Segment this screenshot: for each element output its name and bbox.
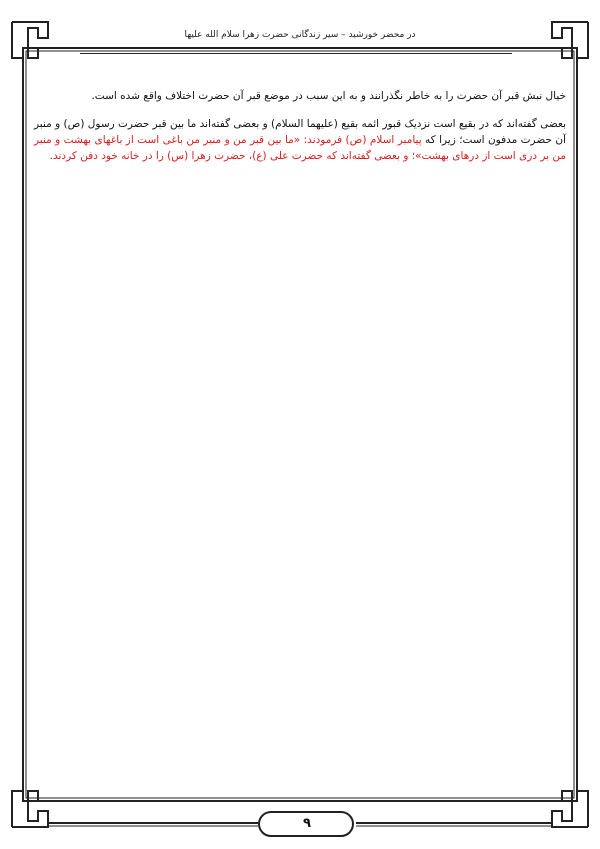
corner-ornament-bottom-right — [552, 791, 588, 827]
hadith-quote: پیامبر اسلام (ص) فرمودند: «ما بین قبر من و منبر من باغی است از باغهای بهشت و منبر من بر دری است از درهای بهشت»؛ و بعضی گفته‌اند که حضرت علی (ع)، حضرت زهرا (س) را در خانه خود دفن کردند. — [34, 134, 566, 162]
running-header: در محضر خورشید – سیر زندگانی حضرت زهرا سلام الله علیها — [184, 30, 416, 40]
paragraph-1: خیال نبش قبر آن حضرت را به خاطر نگذرانند و به این سبب در موضع قبر آن حضرت اختلاف واقع شده است. — [91, 90, 566, 102]
paragraph-2 — [34, 116, 566, 164]
header-rule — [80, 47, 512, 54]
corner-ornament-bottom-left — [12, 791, 48, 827]
corner-ornament-top-left — [12, 22, 48, 58]
paragraph-2-text: بعضی گفته‌اند که در بقیع است نزدیک قبور ائمه بقیع (علیهما السلام) و بعضی گفته‌اند ما بین قبر حضرت رسول (ص) و منبر آن حضرت مدفون است؛ زیرا که — [34, 118, 566, 146]
page-content — [34, 88, 566, 176]
corner-ornament-top-right — [552, 22, 588, 58]
page-number: ۹ — [303, 816, 311, 831]
